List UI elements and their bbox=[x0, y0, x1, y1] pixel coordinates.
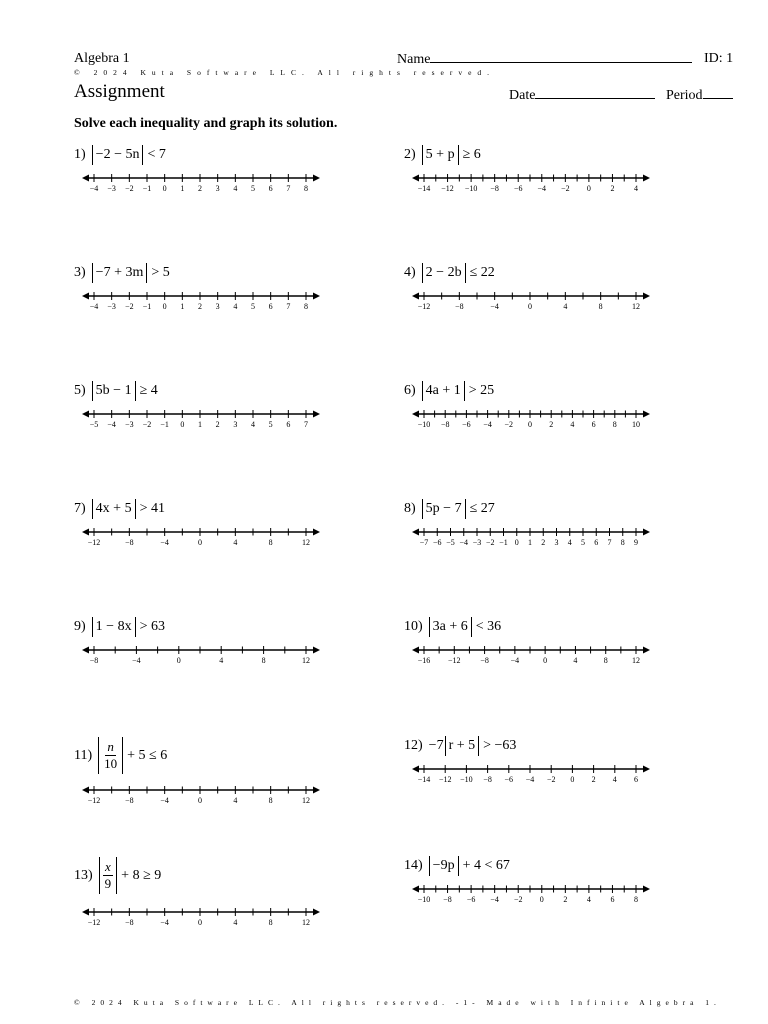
tick-label: 1 bbox=[198, 420, 202, 429]
tick-label: 8 bbox=[268, 918, 273, 927]
tick-label: 7 bbox=[304, 420, 308, 429]
tick-label: −3 bbox=[472, 538, 482, 547]
left-arrow-icon bbox=[412, 175, 419, 182]
tick-label: 6 bbox=[268, 184, 273, 193]
problem-number: 6) bbox=[404, 383, 416, 398]
right-arrow-icon bbox=[313, 175, 320, 182]
problem-number: 13) bbox=[74, 867, 93, 883]
tick-label: −8 bbox=[125, 918, 134, 927]
left-arrow-icon bbox=[82, 175, 89, 182]
left-arrow-icon bbox=[412, 886, 419, 893]
page-title: Assignment bbox=[74, 81, 165, 102]
problem-number: 14) bbox=[404, 858, 423, 873]
tick-label: 8 bbox=[603, 656, 608, 665]
tick-label: 3 bbox=[233, 420, 238, 429]
left-arrow-icon bbox=[412, 647, 419, 654]
tick-label: 2 bbox=[610, 184, 615, 193]
tick-label: −4 bbox=[525, 775, 535, 784]
problem-number: 7) bbox=[74, 501, 86, 516]
inequality-rest: ≥ 4 bbox=[139, 383, 158, 398]
tick-label: −4 bbox=[537, 184, 547, 193]
tick-label: 4 bbox=[634, 184, 638, 193]
absolute-value: −2 − 5n bbox=[92, 145, 144, 165]
tick-label: −2 bbox=[513, 895, 523, 904]
left-arrow-icon bbox=[412, 411, 419, 418]
absolute-value: −9p bbox=[429, 856, 459, 876]
tick-label: 6 bbox=[286, 420, 291, 429]
problem-number: 9) bbox=[74, 619, 86, 634]
tick-label: 0 bbox=[176, 656, 181, 665]
name-label: Name bbox=[397, 52, 431, 67]
tick-label: −2 bbox=[561, 184, 570, 193]
tick-label: 0 bbox=[570, 775, 575, 784]
tick-label: −8 bbox=[443, 895, 452, 904]
tick-label: 4 bbox=[233, 918, 238, 927]
tick-label: −8 bbox=[89, 656, 99, 665]
left-arrow-icon bbox=[82, 293, 89, 300]
tick-label: 12 bbox=[632, 656, 640, 665]
tick-label: 4 bbox=[563, 302, 568, 311]
name-field[interactable] bbox=[397, 51, 692, 68]
tick-label: −10 bbox=[417, 420, 431, 429]
problem-6 bbox=[404, 381, 494, 401]
tick-label: 0 bbox=[514, 538, 519, 547]
numerator: x bbox=[105, 859, 111, 874]
right-arrow-icon bbox=[313, 647, 320, 654]
tick-label: −1 bbox=[499, 538, 508, 547]
problem-7 bbox=[74, 499, 165, 519]
inequality-rest: ≤ 22 bbox=[469, 265, 495, 280]
tick-label: −8 bbox=[440, 420, 450, 429]
tick-label: 1 bbox=[180, 184, 185, 193]
name-line[interactable] bbox=[430, 51, 692, 63]
left-arrow-icon bbox=[82, 529, 89, 536]
number-line[interactable] bbox=[412, 644, 650, 666]
left-arrow-icon bbox=[412, 766, 419, 773]
problem-2 bbox=[404, 145, 481, 165]
number-line[interactable] bbox=[82, 408, 320, 430]
tick-label: −2 bbox=[546, 775, 556, 784]
absolute-value bbox=[99, 857, 118, 894]
tick-label: −12 bbox=[87, 796, 101, 805]
tick-label: 0 bbox=[180, 420, 185, 429]
problem-5 bbox=[74, 381, 158, 401]
right-arrow-icon bbox=[313, 787, 320, 794]
problem-14 bbox=[404, 856, 510, 876]
fraction bbox=[103, 859, 114, 892]
tick-label: 12 bbox=[302, 796, 310, 805]
tick-label: 4 bbox=[570, 420, 575, 429]
tick-label: 8 bbox=[304, 302, 308, 311]
problem-12 bbox=[404, 736, 516, 756]
tick-label: 6 bbox=[594, 538, 599, 547]
left-arrow-icon bbox=[82, 909, 89, 916]
tick-label: −1 bbox=[160, 420, 169, 429]
tick-label: 7 bbox=[607, 538, 612, 547]
number-line[interactable] bbox=[82, 172, 320, 194]
tick-label: −4 bbox=[132, 656, 141, 665]
numerator: n bbox=[107, 739, 114, 754]
tick-label: 4 bbox=[612, 775, 617, 784]
tick-label: 6 bbox=[634, 775, 638, 784]
tick-label: 8 bbox=[261, 656, 266, 665]
date-field[interactable] bbox=[509, 87, 655, 104]
tick-label: 4 bbox=[233, 184, 238, 193]
left-arrow-icon bbox=[82, 787, 89, 794]
tick-label: 4 bbox=[251, 420, 255, 429]
tick-label: −12 bbox=[87, 538, 101, 547]
tick-label: 0 bbox=[528, 420, 532, 429]
tick-label: −8 bbox=[480, 656, 489, 665]
problem-10 bbox=[404, 617, 501, 637]
absolute-value: r + 5 bbox=[445, 736, 480, 756]
tick-label: 8 bbox=[598, 302, 603, 311]
tick-label: −8 bbox=[455, 302, 464, 311]
absolute-value: 5b − 1 bbox=[92, 381, 136, 401]
tick-label: 0 bbox=[586, 184, 591, 193]
tick-label: 8 bbox=[634, 895, 638, 904]
tick-label: 8 bbox=[620, 538, 625, 547]
tick-label: 1 bbox=[180, 302, 185, 311]
tick-label: 6 bbox=[610, 895, 615, 904]
number-line[interactable] bbox=[412, 526, 650, 548]
tick-label: −12 bbox=[448, 656, 461, 665]
tick-label: 0 bbox=[198, 796, 202, 805]
number-line[interactable] bbox=[82, 526, 320, 548]
tick-label: −2 bbox=[142, 420, 152, 429]
right-arrow-icon bbox=[643, 647, 650, 654]
tick-label: 8 bbox=[304, 184, 308, 193]
problem-number: 2) bbox=[404, 147, 416, 162]
tick-label: 5 bbox=[268, 420, 273, 429]
inequality-rest: > 25 bbox=[468, 383, 495, 398]
absolute-value: 3a + 6 bbox=[429, 617, 472, 637]
tick-label: 5 bbox=[251, 302, 255, 311]
tick-label: −3 bbox=[107, 302, 116, 311]
tick-label: −8 bbox=[483, 775, 492, 784]
tick-label: 9 bbox=[634, 538, 638, 547]
tick-label: 4 bbox=[567, 538, 572, 547]
date-line[interactable] bbox=[535, 87, 655, 99]
tick-label: −14 bbox=[417, 184, 431, 193]
tick-label: −4 bbox=[459, 538, 469, 547]
tick-label: −6 bbox=[513, 184, 523, 193]
tick-label: 2 bbox=[198, 184, 202, 193]
problem-1 bbox=[74, 145, 166, 165]
tick-label: −10 bbox=[460, 775, 473, 784]
tick-label: 1 bbox=[528, 538, 532, 547]
tick-label: 0 bbox=[198, 538, 202, 547]
tick-label: 2 bbox=[591, 775, 596, 784]
tick-label: 4 bbox=[573, 656, 578, 665]
tick-label: −3 bbox=[107, 184, 116, 193]
tick-label: 6 bbox=[268, 302, 273, 311]
tick-label: −10 bbox=[464, 184, 478, 193]
inequality-rest: + 4 < 67 bbox=[462, 858, 510, 873]
tick-label: 10 bbox=[632, 420, 640, 429]
number-line[interactable] bbox=[82, 906, 320, 928]
absolute-value bbox=[98, 737, 123, 774]
tick-label: −2 bbox=[125, 302, 134, 311]
tick-label: 0 bbox=[528, 302, 532, 311]
number-line[interactable] bbox=[412, 408, 650, 430]
tick-label: −12 bbox=[417, 302, 431, 311]
absolute-value: −7 + 3m bbox=[92, 263, 148, 283]
number-line[interactable] bbox=[82, 290, 320, 312]
number-line[interactable] bbox=[412, 290, 650, 312]
problem-8 bbox=[404, 499, 495, 519]
problem-number: 1) bbox=[74, 147, 86, 162]
tick-label: 6 bbox=[591, 420, 596, 429]
inequality-rest: < 7 bbox=[147, 147, 166, 162]
tick-label: −4 bbox=[107, 420, 116, 429]
absolute-value: 2 − 2b bbox=[422, 263, 466, 283]
problem-13 bbox=[74, 857, 161, 894]
problem-9 bbox=[74, 617, 165, 637]
inequality-rest: > −63 bbox=[483, 738, 517, 753]
inequality-rest: > 41 bbox=[139, 501, 165, 516]
tick-label: 12 bbox=[302, 918, 310, 927]
tick-label: −5 bbox=[89, 420, 99, 429]
tick-label: 4 bbox=[219, 656, 224, 665]
left-arrow-icon bbox=[412, 529, 419, 536]
problem-number: 3) bbox=[74, 265, 86, 280]
period-label: Period bbox=[666, 88, 703, 103]
tick-label: −5 bbox=[446, 538, 455, 547]
footer: © 2024 Kuta Software LLC. All rights reserved. -1- Made with Infinite Algebra 1. bbox=[74, 998, 721, 1007]
number-line[interactable] bbox=[412, 172, 650, 194]
tick-label: −2 bbox=[504, 420, 514, 429]
problem-number: 4) bbox=[404, 265, 416, 280]
absolute-value: 5 + p bbox=[422, 145, 459, 165]
tick-label: −10 bbox=[417, 895, 431, 904]
tick-label: −12 bbox=[441, 184, 454, 193]
right-arrow-icon bbox=[643, 293, 650, 300]
tick-label: 8 bbox=[268, 796, 273, 805]
tick-label: 4 bbox=[233, 796, 238, 805]
number-line[interactable] bbox=[82, 784, 320, 806]
tick-label: −4 bbox=[160, 796, 169, 805]
period-field[interactable] bbox=[666, 87, 733, 104]
tick-label: −4 bbox=[160, 538, 169, 547]
number-line[interactable] bbox=[412, 883, 650, 905]
copyright-line: © 2024 Kuta Software LLC. All rights reserved. bbox=[74, 68, 496, 77]
inequality-rest: + 5 ≤ 6 bbox=[127, 747, 168, 763]
period-line[interactable] bbox=[703, 87, 733, 99]
tick-label: 2 bbox=[563, 895, 568, 904]
tick-label: −2 bbox=[125, 184, 134, 193]
tick-label: 3 bbox=[215, 302, 220, 311]
tick-label: −4 bbox=[510, 656, 520, 665]
problem-number: 12) bbox=[404, 738, 423, 753]
tick-label: −3 bbox=[125, 420, 134, 429]
problem-4 bbox=[404, 263, 495, 283]
tick-label: 7 bbox=[286, 184, 291, 193]
tick-label: −2 bbox=[485, 538, 495, 547]
right-arrow-icon bbox=[643, 886, 650, 893]
tick-label: 2 bbox=[541, 538, 546, 547]
tick-label: 2 bbox=[549, 420, 554, 429]
tick-label: −4 bbox=[483, 420, 492, 429]
tick-label: 4 bbox=[233, 538, 238, 547]
tick-label: −8 bbox=[125, 538, 134, 547]
tick-label: 8 bbox=[268, 538, 273, 547]
left-arrow-icon bbox=[82, 647, 89, 654]
tick-label: 4 bbox=[586, 895, 591, 904]
left-arrow-icon bbox=[412, 293, 419, 300]
inequality-rest: ≤ 27 bbox=[469, 501, 495, 516]
tick-label: 8 bbox=[612, 420, 617, 429]
problem-number: 11) bbox=[74, 747, 93, 763]
tick-label: 12 bbox=[302, 656, 310, 665]
tick-label: −7 bbox=[419, 538, 429, 547]
problem-3 bbox=[74, 263, 170, 283]
tick-label: 5 bbox=[581, 538, 585, 547]
tick-label: 0 bbox=[198, 918, 202, 927]
tick-label: 3 bbox=[215, 184, 220, 193]
tick-label: 4 bbox=[233, 302, 238, 311]
tick-label: 3 bbox=[554, 538, 559, 547]
tick-label: −6 bbox=[504, 775, 514, 784]
fraction bbox=[102, 739, 119, 772]
number-line[interactable] bbox=[412, 763, 650, 785]
inequality-rest: > 5 bbox=[151, 265, 170, 280]
right-arrow-icon bbox=[313, 293, 320, 300]
tick-label: −1 bbox=[142, 184, 152, 193]
tick-label: −16 bbox=[417, 656, 431, 665]
instructions: Solve each inequality and graph its solution. bbox=[74, 116, 338, 131]
tick-label: −6 bbox=[466, 895, 476, 904]
tick-label: 2 bbox=[198, 302, 202, 311]
tick-label: −6 bbox=[462, 420, 471, 429]
inequality-rest: < 36 bbox=[475, 619, 502, 634]
right-arrow-icon bbox=[313, 909, 320, 916]
right-arrow-icon bbox=[313, 529, 320, 536]
right-arrow-icon bbox=[643, 529, 650, 536]
tick-label: 0 bbox=[162, 302, 167, 311]
absolute-value: 4x + 5 bbox=[92, 499, 136, 519]
problem-number: 10) bbox=[404, 619, 423, 634]
tick-label: 0 bbox=[543, 656, 548, 665]
tick-label: −6 bbox=[432, 538, 442, 547]
denominator: 9 bbox=[104, 876, 112, 891]
problem-11 bbox=[74, 737, 167, 774]
tick-label: −4 bbox=[160, 918, 169, 927]
id-label: ID: 1 bbox=[704, 51, 734, 66]
tick-label: −4 bbox=[89, 302, 99, 311]
absolute-value: 4a + 1 bbox=[422, 381, 465, 401]
absolute-value: 1 − 8x bbox=[92, 617, 136, 637]
problem-number: 5) bbox=[74, 383, 86, 398]
right-arrow-icon bbox=[643, 766, 650, 773]
absolute-value: 5p − 7 bbox=[422, 499, 466, 519]
tick-label: −14 bbox=[417, 775, 431, 784]
left-arrow-icon bbox=[82, 411, 89, 418]
tick-label: −8 bbox=[490, 184, 499, 193]
tick-label: −8 bbox=[125, 796, 134, 805]
problem-number: 8) bbox=[404, 501, 416, 516]
course-label: Algebra 1 bbox=[74, 51, 130, 66]
coefficient: −7 bbox=[428, 738, 444, 753]
inequality-rest: ≥ 6 bbox=[462, 147, 481, 162]
tick-label: 2 bbox=[215, 420, 220, 429]
right-arrow-icon bbox=[643, 411, 650, 418]
inequality-rest: > 63 bbox=[139, 619, 165, 634]
inequality-rest: + 8 ≥ 9 bbox=[121, 867, 162, 883]
right-arrow-icon bbox=[313, 411, 320, 418]
tick-label: −1 bbox=[142, 302, 152, 311]
tick-label: 12 bbox=[302, 538, 310, 547]
tick-label: 0 bbox=[162, 184, 167, 193]
date-label: Date bbox=[509, 88, 536, 103]
tick-label: 0 bbox=[539, 895, 544, 904]
tick-label: −4 bbox=[490, 302, 499, 311]
tick-label: −12 bbox=[87, 918, 101, 927]
tick-label: 12 bbox=[632, 302, 640, 311]
tick-label: 7 bbox=[286, 302, 291, 311]
right-arrow-icon bbox=[643, 175, 650, 182]
denominator: 10 bbox=[104, 756, 118, 771]
tick-label: −4 bbox=[490, 895, 499, 904]
tick-label: −4 bbox=[89, 184, 99, 193]
number-line[interactable] bbox=[82, 644, 320, 666]
tick-label: 5 bbox=[251, 184, 255, 193]
tick-label: −12 bbox=[438, 775, 452, 784]
